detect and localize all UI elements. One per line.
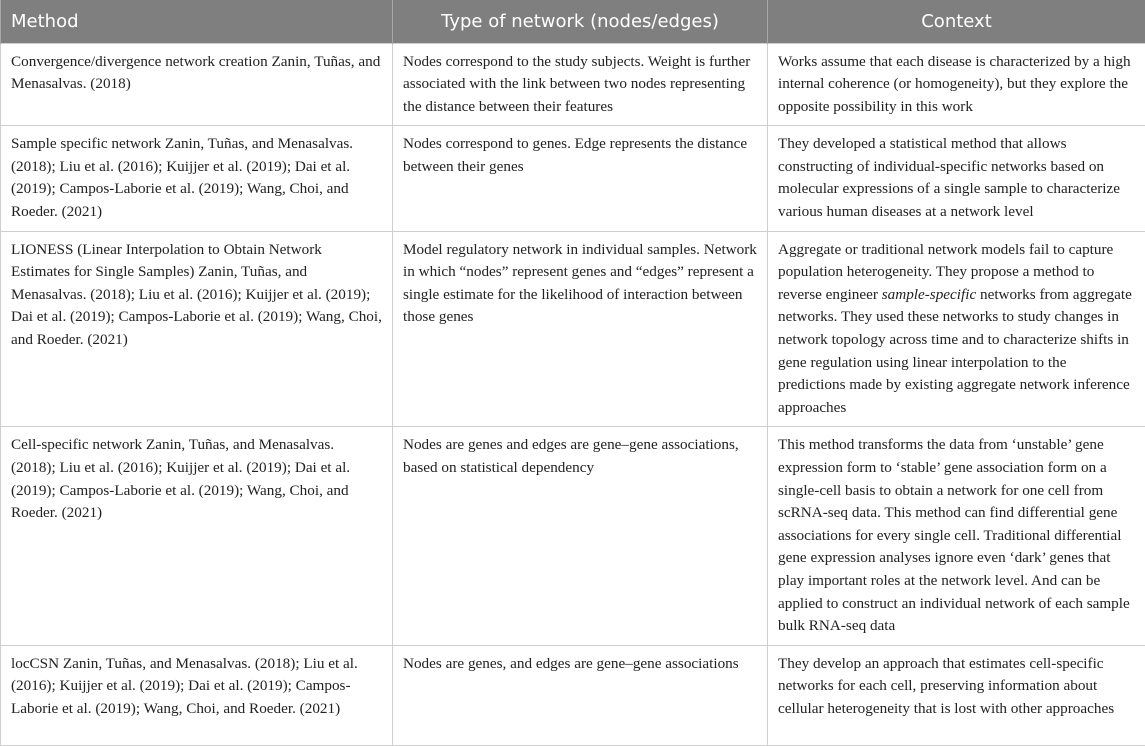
context-text-pre: Aggregate or traditional network models fail to capture population heterogeneity. They propose a method to reverse engineer (778, 241, 1113, 303)
cell-context: They developed a statistical method that allows constructing of individual-specific networks based on molecular expressions of a single sample to characterize various human diseases at a network level (768, 126, 1145, 231)
cell-method: Cell-specific network Zanin, Tuñas, and Menasalvas. (2018); Liu et al. (2016); Kuijjer et al. (2019); Dai et al. (2019); Campos-Laborie et al. (2019); Wang, Choi, and Roeder. (2021) (1, 427, 393, 645)
cell-context: They develop an approach that estimates cell-specific networks for each cell, preserving information about cellular heterogeneity that is lost with other approaches (768, 645, 1145, 745)
cell-method: Sample specific network Zanin, Tuñas, and Menasalvas. (2018); Liu et al. (2016); Kuijjer et al. (2019); Dai et al. (2019); Campos-Laborie et al. (2019); Wang, Choi, and Roeder. (2021) (1, 126, 393, 231)
table-row (1, 427, 1145, 645)
cell-context: This method transforms the data from ‘unstable’ gene expression form to ‘stable’ gene association form on a single-cell basis to obtain a network for one cell from scRNA-seq data. This method can find differential gene associations for every single cell. Traditional differential gene expression analyses ignore even ‘dark’ genes that play important roles at the network level. And can be applied to construct an individual network of each sample bulk RNA-seq data (768, 427, 1145, 645)
header-network-type: Type of network (nodes/edges) (393, 0, 768, 43)
header-row (1, 0, 1145, 43)
context-text-emphasis: sample-specific (882, 286, 976, 303)
cell-method: Convergence/divergence network creation Zanin, Tuñas, and Menasalvas. (2018) (1, 43, 393, 126)
cell-network-type: Nodes are genes, and edges are gene–gene associations (393, 645, 768, 745)
context-text-post: networks from aggregate networks. They used these networks to study changes in network topology across time and to characterize shifts in gene regulation using linear interpolation to the predictions made by existing aggregate network inference approaches (778, 286, 1132, 416)
cell-context (768, 231, 1145, 427)
table-row (1, 43, 1145, 126)
table-row (1, 126, 1145, 231)
cell-method: locCSN Zanin, Tuñas, and Menasalvas. (2018); Liu et al. (2016); Kuijjer et al. (2019); Dai et al. (2019); Campos-Laborie et al. (2019); Wang, Choi, and Roeder. (2021) (1, 645, 393, 745)
cell-network-type: Nodes correspond to the study subjects. Weight is further associated with the link between two nodes representing the distance between their features (393, 43, 768, 126)
table-header (1, 0, 1145, 43)
table-body (1, 43, 1145, 745)
cell-method: LIONESS (Linear Interpolation to Obtain Network Estimates for Single Samples) Zanin, Tuñas, and Menasalvas. (2018); Liu et al. (2016); Kuijjer et al. (2019); Dai et al. (2019); Campos-Laborie et al. (2019); Wang, Choi, and Roeder. (2021) (1, 231, 393, 427)
cell-network-type: Model regulatory network in individual samples. Network in which “nodes” represent genes and “edges” represent a single estimate for the likelihood of interaction between those genes (393, 231, 768, 427)
cell-context: Works assume that each disease is characterized by a high internal coherence (or homogeneity), but they explore the opposite possibility in this work (768, 43, 1145, 126)
cell-network-type: Nodes correspond to genes. Edge represents the distance between their genes (393, 126, 768, 231)
cell-network-type: Nodes are genes and edges are gene–gene associations, based on statistical dependency (393, 427, 768, 645)
header-context: Context (768, 0, 1145, 43)
table-row (1, 231, 1145, 427)
header-method: Method (1, 0, 393, 43)
table-row (1, 645, 1145, 745)
